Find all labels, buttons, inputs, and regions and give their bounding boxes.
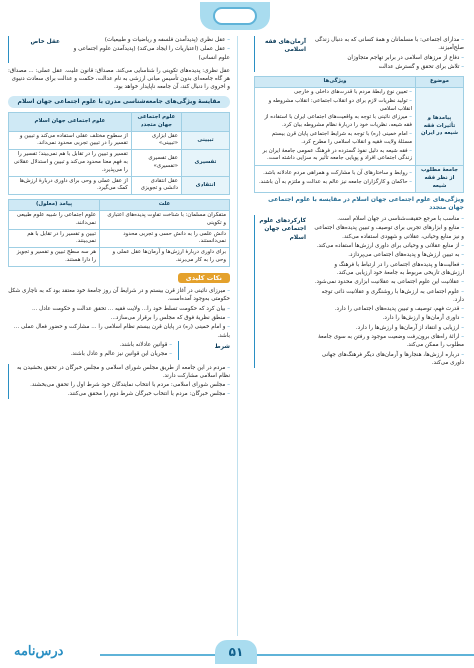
table-row: [9, 211, 230, 230]
list-item: – قدرت فهم، توصیف و تبیین پدیده‌های اجتماعی را دارد.: [312, 305, 464, 313]
right-column: [254, 36, 464, 372]
table-cell: علوم اجتماعی را شبیه علوم طبیعی نمی‌دانند.: [9, 211, 100, 230]
page-footer: [0, 642, 474, 668]
table-header: پیامد (معلول): [9, 200, 100, 211]
table-cell: عقل تفسیری «تفسیری»: [131, 150, 181, 176]
goals-block: [254, 36, 464, 72]
table-cell: متفکران مسلمان: با شناخت تفاوت پدیده‌های اعتباری و تکوینی: [100, 211, 230, 230]
note-item: – مجلس خبرگان: مردم با انتخاب خبرگان شرط دوم را محقق می‌کنند.: [13, 390, 230, 398]
table-cell: تفسیر و تبیین را در تقابل با هم نمی‌بیند؛ تفسیر را به فهم معنا محدود می‌کند و تبیین و استدلال عقلانی را می‌پذیرد.: [9, 150, 132, 176]
section-banner: ویژگی‌های علوم اجتماعی جهان اسلام در مقایسه با علوم اجتماعی جهان متجدد: [268, 195, 464, 211]
conditions-label: شرط: [178, 341, 230, 360]
table-row: [9, 248, 230, 267]
list-item: – مناسب با مرجع حقیقت‌شناسی در جهان اسلام است.: [312, 215, 464, 223]
note-item: – منطق نظریهٔ فوق که مجلس را برقرار می‌سازد...: [8, 314, 230, 322]
table-row: [255, 87, 464, 165]
reason-paragraph: عقل نظری: پدیده‌های تکوینی را شناسایی می‌کند. مصداق: قانون علیت. عقل عملی: ... مصداق: هر گاه جامعه‌ای بدون تأسیس مبانی ارزشی به نام عدالت، حکمت و عدالت برای سعادت دنیوی و اخروی را دنبال کند، آن جامعه ناپایدار خواهد بود.: [8, 67, 230, 91]
row-topic: جامعهٔ مطلوب از نظر فقه شیعه: [416, 166, 464, 192]
list-item: – به تبیین ارزش‌ها و پدیده‌های اجتماعی می‌پردازد.: [312, 251, 464, 259]
table-cell: دانش علمی را به دانش حسی و تجربی محدود نمی‌دانستند.: [100, 229, 230, 248]
table-header: ویژگی‌ها: [255, 77, 416, 88]
row-topic: تبیینی: [182, 131, 230, 150]
note-item: – مردم در این جامعه از طریق مجلس شورای اسلامی و مجلس خبرگان در تحقق بخشیدن به نظام اسلامی مشارکت دارند.: [13, 364, 230, 381]
table-cell: عقل انتقادی دانشی و تجویزی: [131, 176, 181, 195]
goals-label: آرمان‌های فقه اسلامی: [254, 36, 306, 72]
table-header: موضوع: [416, 77, 464, 88]
comparison-table: [8, 112, 230, 195]
goal-item: – مدارای اجتماعی: با مسلمانان و همهٔ کسانی که به دنبال زندگی صلح‌آمیزند.: [312, 36, 464, 53]
note-item: – بیان کرد که حکومت تسلط خود را... ولایت فقیه ... تحقق عدالت و حکومت عادل ...: [8, 305, 230, 313]
table-header: [182, 113, 230, 132]
reason-items: [66, 36, 230, 63]
column-divider: [237, 36, 238, 636]
list-item: – علوم اجتماعی به ارزش‌ها با روشنگری و عقلانیت ذاتی توجه دارد.: [312, 288, 464, 305]
list-item: – داوری آرمان‌ها و ارزش‌ها را دارد.: [312, 314, 464, 322]
table-cell: تبیین و تفسیر را در تقابل با هم نمی‌بینند.: [9, 229, 100, 248]
table-row: [9, 229, 230, 248]
fiqh-table: [254, 76, 464, 192]
left-column: [8, 36, 230, 402]
table-cell: از سطوح مختلف عقلی استفاده می‌کند و تبیین و تفسیر را در تبیین تجربی محدود نمی‌داند.: [9, 131, 132, 150]
list-item: – فعالیت‌ها و پدیده‌های اجتماعی را در ارتباط با فرهنگ و ارزش‌های تاریخی مربوط به جامعهٔ خود ارزیابی می‌کند.: [312, 261, 464, 278]
note-item: – و امام خمینی (ره) در پایان قرن بیستم نظام اسلامی را ... مشارکت و حضور فعال عملی ... باشد.: [8, 323, 230, 340]
table-header: علوم اجتماعی جهان متجدد: [131, 113, 181, 132]
list-item: – منابع و ابزارهای تجربی برای توصیف و تبیین پدیده‌های اجتماعی و نیز منابع وحیانی، عقلانی و شهودی استفاده می‌کند.: [312, 224, 464, 241]
table-header: علت: [100, 200, 230, 211]
header-pill-icon: [213, 7, 257, 25]
goal-item: – تلاش برای تحقق و گسترش عدالت: [312, 63, 464, 71]
table-row: [9, 150, 230, 176]
header-badge: [200, 2, 270, 30]
note-item: – میرزای نائینی در آغاز قرن بیستم و در شرایط آن روز جامعهٔ خود معتقد بود که به ناچاری شکل حکومتی به‌وجود آمده‌است.: [8, 287, 230, 304]
list-item: – درباره ارزش‌ها، هنجارها و آرمان‌های دیگر فرهنگ‌های جهانی داوری می‌کند.: [312, 351, 464, 368]
key-points-tag: نکات کلیدی: [178, 273, 230, 283]
list-item: – امام خمینی (ره) با توجه به شرایط اجتماعی پایان قرن بیستم مسئلهٔ ولایت فقیه و انقلاب اسلامی را مطرح کرد.: [258, 131, 412, 147]
row-topic: تفسیری: [182, 150, 230, 176]
reason-label: عقل خاص: [8, 36, 60, 63]
functions-label: کارکردهای علوم اجتماعی جهان اسلام: [254, 215, 306, 368]
functions-block: [254, 215, 464, 368]
table-cell: هر سه سطح تبیین و تفسیر و تجویز را دارا هستند.: [9, 248, 100, 267]
list-item: – تولید نظریات لازم برای دو انقلاب اجتماعی: انقلاب مشروطه و انقلاب اسلامی: [258, 98, 412, 114]
table-cell: عقل ابزاری «تبیینی»: [131, 131, 181, 150]
list-item: – عقل عملی (اعتباریات را ایجاد می‌کند) (پدیدآمدن علوم اجتماعی و علوم انسانی): [66, 45, 230, 62]
list-item: – حاکمان و کارگزاران جامعه نیز عالم به عدالت و ملتزم به آن باشند.: [258, 179, 412, 187]
list-item: – تعیین نوع رابطهٔ مردم با قدرت‌های داخلی و خارجی: [258, 89, 412, 97]
list-item: – عقل نظری (پدیدآمدن فلسفه و ریاضیات و طبیعیات): [66, 36, 230, 44]
list-item: – فقه شیعه به دلیل نفوذ گسترده در فرهنگ عمومی جامعهٔ ایران بر زندگی اجتماعی افراد و پویایی جامعه تأثیر به سزایی داشته است.: [258, 148, 412, 164]
list-item: – روابط و ساختارهای آن با مشارکت و همراهی مردم عادلانه باشد.: [258, 170, 412, 178]
list-item: – ارزیابی و انتقاد از آرمان‌ها و ارزش‌ها را دارد.: [312, 324, 464, 332]
table-row: [9, 131, 230, 150]
note-item: – مجلس شورای اسلامی: مردم با انتخاب نمایندگان خود شرط اول را تحقق می‌بخشند.: [13, 381, 230, 389]
row-content: [255, 166, 416, 192]
list-item: – مجریان این قوانین نیز عالم و عادل باشند.: [8, 350, 172, 358]
table-row: [9, 176, 230, 195]
comparison-banner: مقایسهٔ ویژگی‌های جامعه‌شناسی مدرن با علوم اجتماعی جهان اسلام: [8, 96, 230, 108]
list-item: – میرزای نائینی با توجه به واقعیت‌های اجتماعی ایران با استفاده از فقه شیعه، نظریات خود را دربارهٔ نظام مشروطه بیان کرد.: [258, 114, 412, 130]
conditions-items: [8, 341, 172, 360]
page-number: ۵۱: [215, 640, 257, 664]
row-content: [255, 87, 416, 165]
table-cell: از عقل عملی و وحی برای داوری دربارهٔ ارزش‌ها کمک می‌گیرد.: [9, 176, 132, 195]
footer-rule: [100, 654, 474, 656]
conditions-block: [8, 341, 230, 360]
table-cell: برای داوری دربارهٔ ارزش‌ها و آرمان‌ها عقل عملی و وحی را به کار می‌برند.: [100, 248, 230, 267]
list-item: – عقلانیت این علوم اجتماعی به عقلانیت ابزاری محدود نمی‌شود.: [312, 278, 464, 286]
reason-block: [8, 36, 230, 63]
brand-logo: درس‌نامه: [14, 644, 64, 659]
table-row: [255, 166, 464, 192]
row-topic: پیامدها و تأثیرات فقه شیعه در ایران: [416, 87, 464, 165]
list-item: – از منابع عقلانی و وحیانی برای داوری ارزش‌ها استفاده می‌کند.: [312, 242, 464, 250]
cause-effect-table: [8, 199, 230, 267]
functions-items: [312, 215, 464, 368]
table-header: علوم اجتماعی جهان اسلام: [9, 113, 132, 132]
list-item: – ارائهٔ راه‌های برون‌رفت وضعیت موجود و رفتن به سوی جامعهٔ مطلوب را ممکن می‌کند.: [312, 333, 464, 350]
final-notes: [8, 364, 230, 399]
goals-items: [312, 36, 464, 72]
row-topic: انتقادی: [182, 176, 230, 195]
goal-item: – دفاع از مرزهای اسلامی در برابر تهاجم متجاوزان: [312, 54, 464, 62]
list-item: – قوانین عادلانه باشند.: [8, 341, 172, 349]
